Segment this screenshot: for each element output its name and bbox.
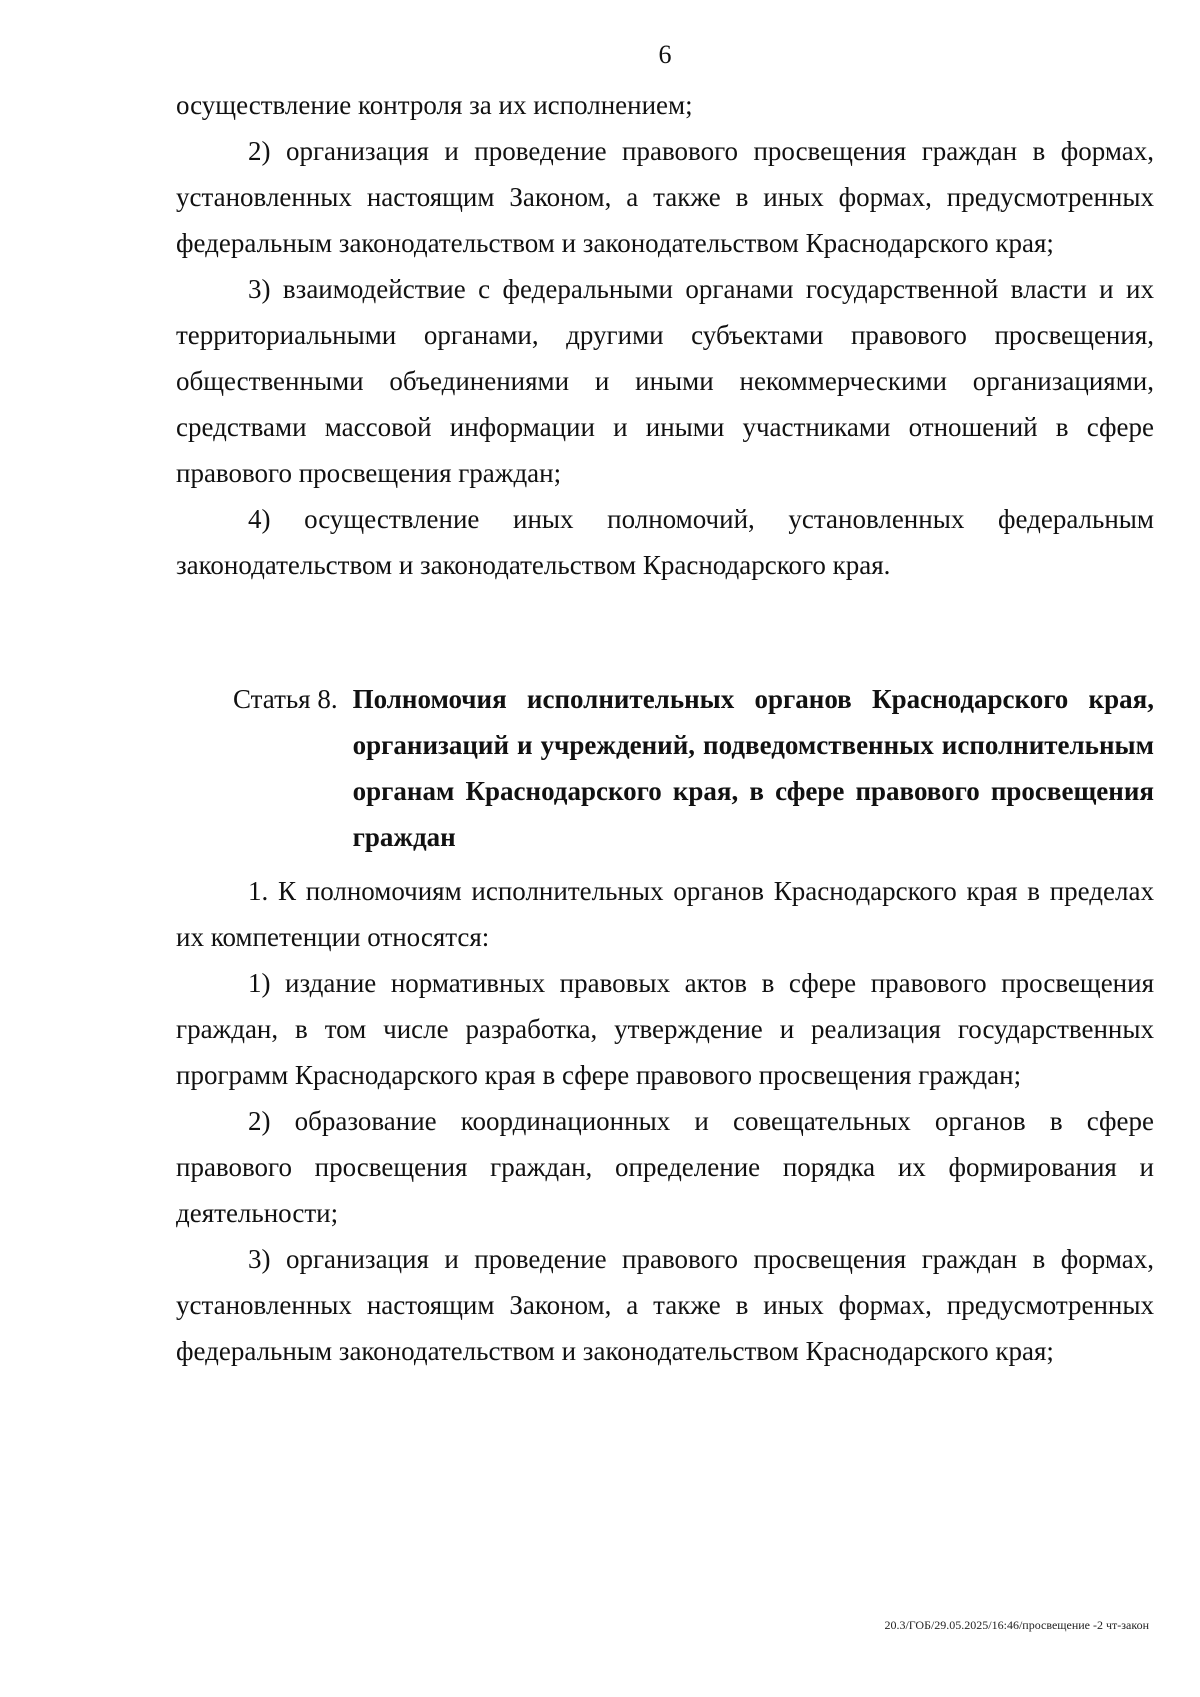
paragraph-clause-1: 1. К полномочиям исполнительных органов Краснодарского края в пределах их компетенции относятся: [176,876,1154,952]
body-section-top [176,82,1154,588]
paragraph-item-2: 2) организация и проведение правового просвещения граждан в формах, установленных настоящим Законом, а также в иных формах, предусмотренных федеральным законодательством и законодательством Краснодарского края; [176,136,1154,258]
paragraph-item-4: 4) осуществление иных полномочий, установленных федеральным законодательством и законодательством Краснодарского края. [176,504,1154,580]
article-heading [176,676,1154,860]
paragraph-item-3: 3) взаимодействие с федеральными органами государственной власти и их территориальными органами, другими субъектами правового просвещения, общественными объединениями и иными некоммерческими организациями, средствами массовой информации и иными участниками отношений в сфере правового просвещения граждан; [176,274,1154,488]
paragraph-sub-3: 3) организация и проведение правового просвещения граждан в формах, установленных настоящим Законом, а также в иных формах, предусмотренных федеральным законодательством и законодательством Краснодарского края; [176,1244,1154,1366]
paragraph-continuation: осуществление контроля за их исполнением; [176,90,693,120]
document-footer-id: 20.3/ГОБ/29.05.2025/16:46/просвещение -2 чт-закон [884,1618,1149,1632]
body-section-bottom [176,868,1154,1374]
article-title: Полномочия исполнительных органов Краснодарского края, организаций и учреждений, подведомственных исполнительным органам Краснодарского края, в сфере правового просвещения граждан [352,684,1154,852]
page-number: 6 [658,40,672,69]
paragraph-sub-2: 2) образование координационных и совещательных органов в сфере правового просвещения граждан, определение порядка их формирования и деятельности; [176,1106,1154,1228]
article-number: Статья 8. [233,684,338,714]
paragraph-sub-1: 1) издание нормативных правовых актов в сфере правового просвещения граждан, в том числе разработка, утверждение и реализация государственных программ Краснодарского края в сфере правового просвещения граждан; [176,968,1154,1090]
